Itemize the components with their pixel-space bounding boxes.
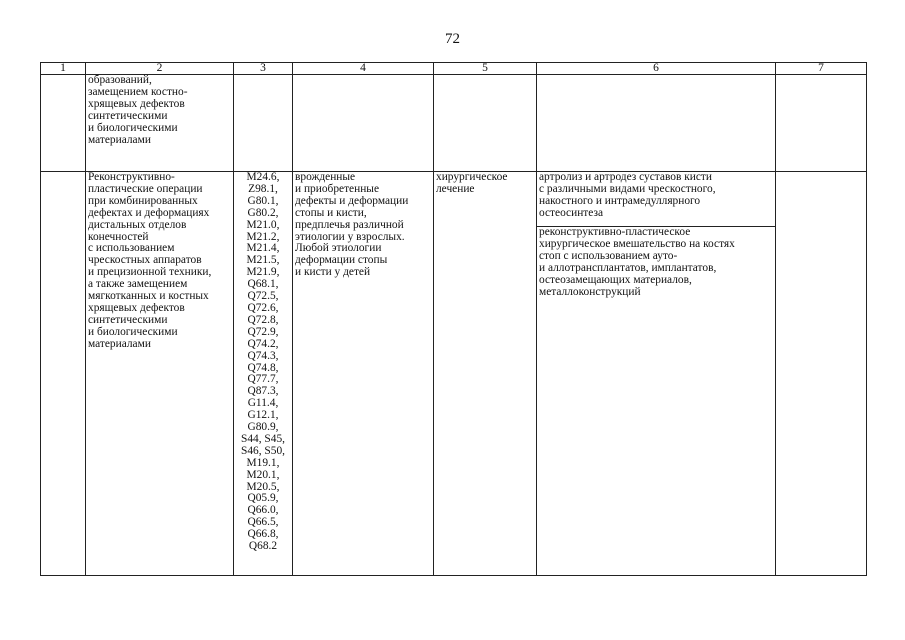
row1-col2: [86, 75, 234, 172]
icd-codes: M24.6, Z98.1, G80.1, G80.2, M21.0, M21.2, M21.4, M21.5, M21.9, Q68.1, Q72.5, Q72.6, Q72.8, Q72.9, Q74.2, Q74.3, Q74.8, Q77.7, Q87.3, G11.4, G12.1, G80.9, S44, S45, S46, S50, M19.1, M20.1, M20.5, Q05.9, Q66.0, Q66.5, Q66.8, Q68.2: [241, 171, 285, 553]
column-header-1: 1: [41, 63, 86, 75]
treatment-method-2: реконструктивно-пластическое хирургическое вмешательство на костях стоп с использованием ауто- и аллотрансплантатов, имплантатов, остеозамещающих материалов, металлоконструкций: [539, 226, 735, 298]
column-header-3: 3: [234, 63, 293, 75]
table-row: [41, 172, 867, 576]
patient-model: врожденные и приобретенные дефекты и деформации стопы и кисти, предплечья различной этиологии у взрослых. Любой этиологии деформации стопы и кисти у детей: [295, 171, 409, 279]
column-header-4: 4: [293, 63, 434, 75]
treatment-name: Реконструктивно- пластические операции при комбинированных дефектах и деформациях дистальных отделов конечностей с использованием чрескостных аппаратов и прецизионной техники, а также замещением мягкотканных и костных хрящевых дефектов синтетическими и биологическими материалами: [88, 171, 212, 350]
row1-col6: [537, 75, 776, 172]
treatment-name-continued: образований, замещением костно- хрящевых дефектов синтетическими и биологическими материалами: [88, 74, 188, 146]
row1-col4: [293, 75, 434, 172]
row2-col2: [86, 172, 234, 576]
medical-care-table: [40, 62, 867, 576]
page-number: 72: [445, 31, 460, 47]
row2-col5: [434, 172, 537, 576]
treatment-type: хирургическое лечение: [436, 171, 508, 195]
column-header-2: 2: [86, 63, 234, 75]
row2-col3: [234, 172, 293, 576]
column-header-5: 5: [434, 63, 537, 75]
row2-col6: [537, 172, 776, 576]
row2-col4: [293, 172, 434, 576]
table-header-row: [41, 63, 867, 75]
row1-col7: [776, 75, 867, 172]
column-header-7: 7: [776, 63, 867, 75]
treatment-method-1: артролиз и артродез суставов кисти с различными видами чрескостного, накостного и интрамедуллярного остеосинтеза: [537, 172, 775, 227]
row1-col3: [234, 75, 293, 172]
row2-col1: [41, 172, 86, 576]
row1-col1: [41, 75, 86, 172]
column-header-6: 6: [537, 63, 776, 75]
table-row: [41, 75, 867, 172]
row2-col7: [776, 172, 867, 576]
row1-col5: [434, 75, 537, 172]
